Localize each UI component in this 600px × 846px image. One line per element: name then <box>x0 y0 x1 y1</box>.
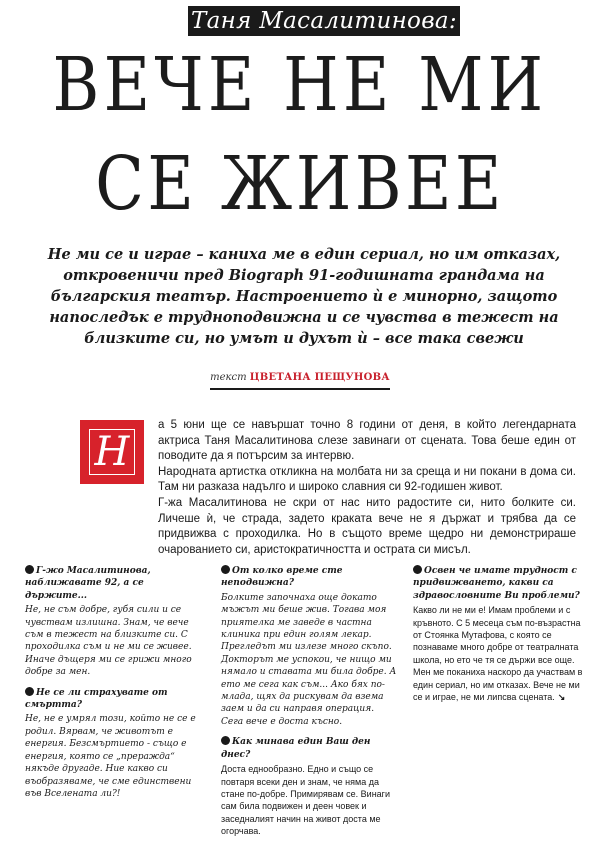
answer-1: Не, не съм добре, губя сили и се чувствам излишна. Знам, че вече съм в тежест на близките си. С проходилка съм и не ми се живее. Иначе дъщеря ми се грижи много добре за мен. <box>25 605 192 678</box>
question-1: Г-жо Масалитинова, наближавате 92, а се държите... <box>25 566 151 601</box>
bullet-icon <box>221 565 230 574</box>
intro-paragraph-2: Народната артистка откликна на молбата ни за среща и ни покани в дома си. Там ни разказа надълго и широко славния си 92-годишен живот. <box>158 465 576 494</box>
answer-2: Не, не е умрял този, който не се е родил. Вярвам, че животът е енергия. Безсмъртието - също е енергия, която се „прераждa“ някъде другаде. Ние какво си въобразяваме, че сме единствени във Вселената ли?! <box>25 714 196 799</box>
column-2 <box>221 565 399 846</box>
lede-paragraph: Не ми се и играе – каниха ме в един сериал, но им отказах, откровеничи пред Biograph 91-годишната грандама на българския театър. Настроението ѝ е минорно, защото напоследък е трудноподвижна и се чувства в тежест на близките си, но умът и духът ѝ – все така свежи <box>47 246 561 347</box>
drop-cap-letter: Н <box>89 429 135 475</box>
kicker-text: Таня Масалитинова: <box>191 8 457 34</box>
intro-text <box>158 418 576 558</box>
byline-prefix: текст <box>210 372 247 383</box>
bullet-icon <box>25 565 34 574</box>
bullet-icon <box>413 565 422 574</box>
kicker-bar <box>188 6 460 36</box>
drop-cap-box <box>80 420 144 484</box>
headline-line-1: ВЕЧЕ НЕ МИ <box>52 42 548 128</box>
answer-3: Болките започнаха още докато мъжът ми беше жив. Тогава моя приятелка ме заведе в частна клиника при един голям лекар. Прегледът ми излезе много скъпо. Докторът ме успокои, че нищо ми нямало и ставата ми била добре. А ето ме сега как съм... Ако бях по-млада, щях да рискувам да взема заем и да си направя операция. Сега вече е доста късно. <box>221 592 397 727</box>
question-5: Освен че имате трудност с придвижването, какви са здравословните Ви проблеми? <box>413 566 580 601</box>
question-2: Не се ли страхувате от смъртта? <box>25 687 168 711</box>
column-3 <box>413 565 591 711</box>
answer-5: Какво ли не ми е! Имам проблеми и с кръвното. С 5 месеца съм по-възрастна от Стоянка Мутафова, с която се познаваме много добре от театралната школа, но ето че тя се държи все още. Мен ме поканиха наскоро да участвам в един сериал, но им отказах. Вече не ми се и играе, не ми липсва сцената. ↘ <box>413 605 583 703</box>
bullet-icon <box>25 687 34 696</box>
answer-4: Доста еднообразно. Едно и също се повтаря всеки ден и знам, че няма да стане по-добре. Примирявам се. Винаги сам била подвижен и деен човек и заседналият начин на живот доста ме огорчава. <box>221 764 390 837</box>
question-4: Как минава един Ваш ден днес? <box>221 737 371 760</box>
end-mark-icon: ↘ <box>557 692 566 703</box>
headline-line-2: СЕ ЖИВЕЕ <box>95 141 505 227</box>
question-3: От колко време сте неподвижна? <box>221 566 343 589</box>
bullet-icon <box>221 736 230 745</box>
column-1 <box>25 565 203 808</box>
intro-paragraph-3: Г-жа Масалитинова не скри от нас нито радостите си, нито болките си. Личеше ѝ, че страда, задето краката вече не я държат и трябва да се придвижва с проходилка. Но в същото време щедро ни демонстрираше очарованието си, аристократичността и острата си мисъл. <box>158 496 576 556</box>
intro-paragraph-1: а 5 юни ще се навършат точно 8 години от деня, в който легендарната актриса Таня Масалитинова слезе завинаги от сцената. Това беше един от поводите да я потърсим за интервю. <box>158 419 576 463</box>
byline <box>210 372 390 390</box>
byline-author: ЦВЕТАНА ПЕЩУНОВА <box>249 372 390 383</box>
